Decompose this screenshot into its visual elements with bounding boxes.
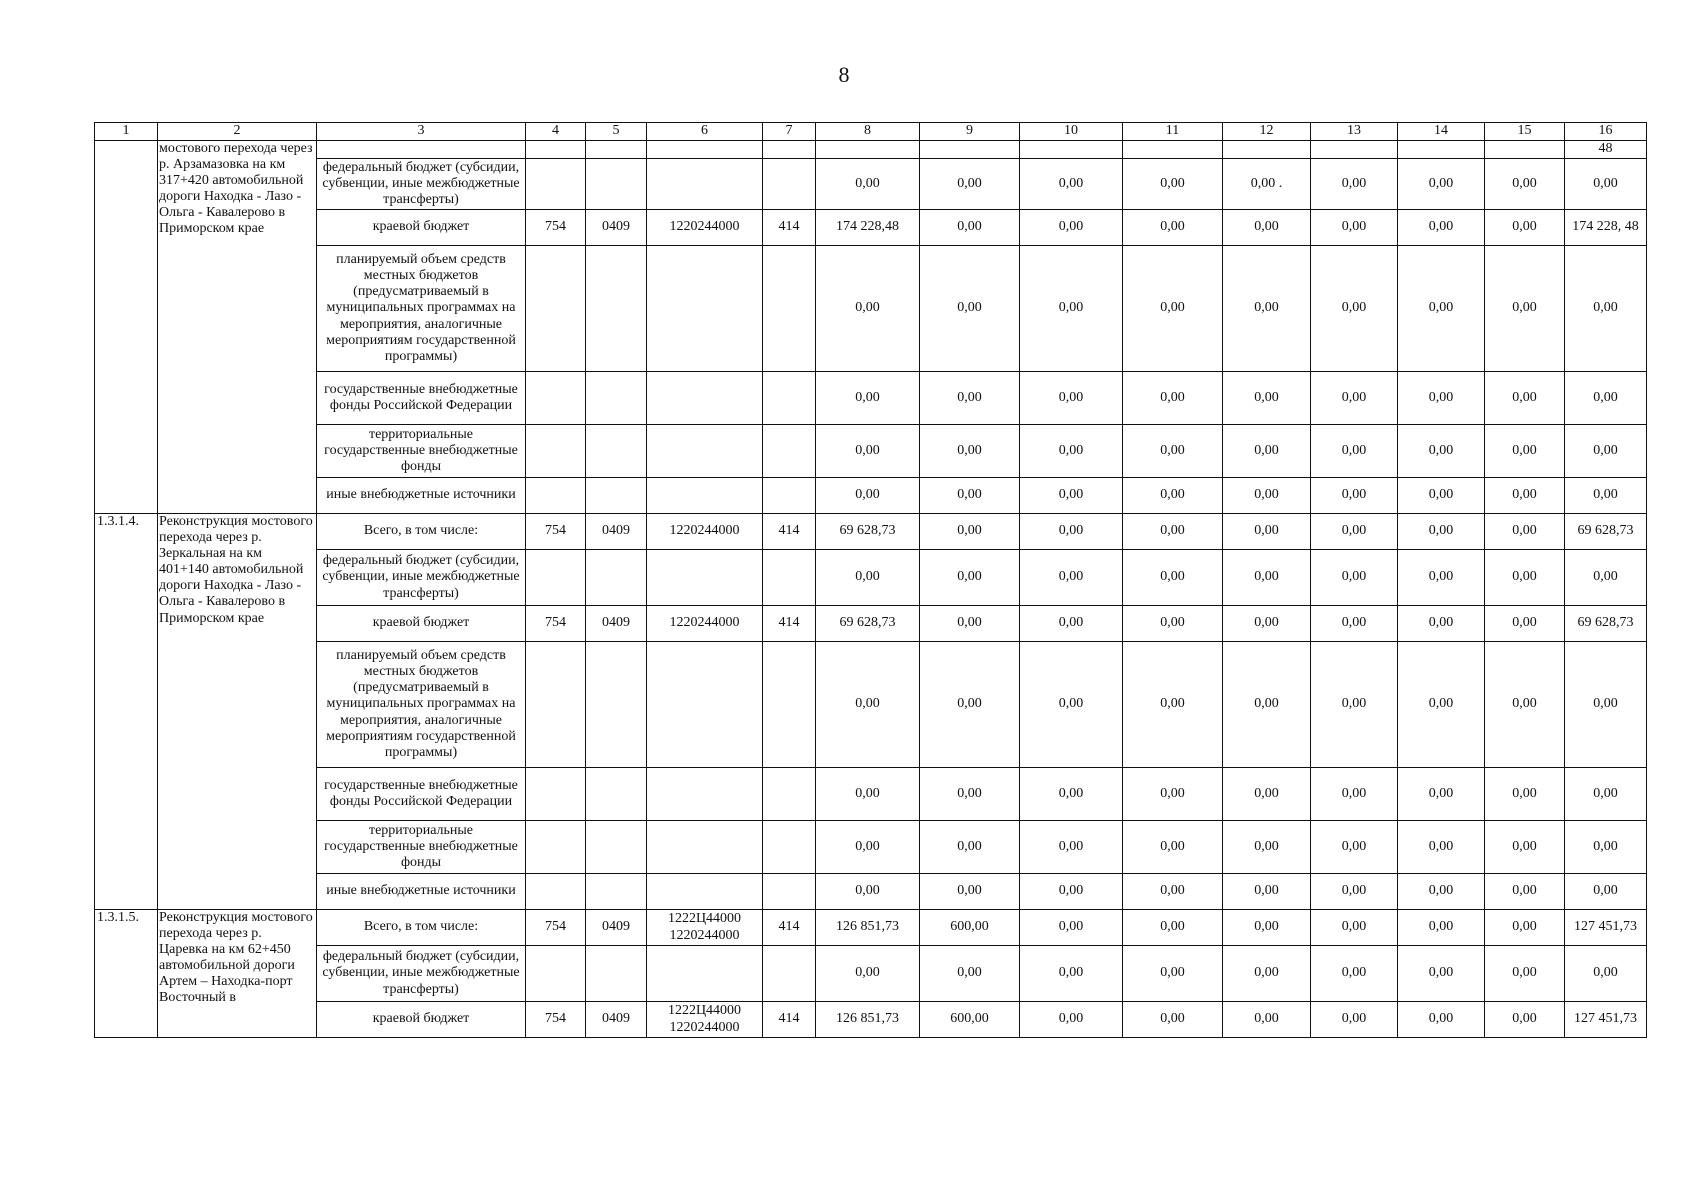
table-body xyxy=(95,123,1647,1038)
amount-cell: 0,00 xyxy=(1485,606,1565,642)
total-cell: 0,00 xyxy=(1565,768,1647,821)
item-title: Реконструкция мостового перехода через р. Царевка на км 62+450 автомобильной дороги Артем – Находка-порт Восточный в xyxy=(158,910,317,1038)
table-row xyxy=(95,606,1647,642)
total-cell: 174 228, 48 xyxy=(1565,210,1647,246)
amount-cell: 600,00 xyxy=(920,1002,1020,1038)
amount-cell: 0,00 xyxy=(816,478,920,514)
column-header: 16 xyxy=(1565,123,1647,141)
amount-cell: 0,00 xyxy=(816,159,920,210)
funding-source: краевой бюджет xyxy=(317,1002,526,1038)
amount-cell: 0,00 xyxy=(1123,550,1223,606)
amount-cell: 0,00 xyxy=(1123,246,1223,372)
amount-cell: 0,00 xyxy=(1485,514,1565,550)
expense-type-code xyxy=(763,159,816,210)
expense-type-code xyxy=(763,874,816,910)
section-code xyxy=(586,821,647,874)
expense-type-code: 414 xyxy=(763,210,816,246)
total-cell: 69 628,73 xyxy=(1565,514,1647,550)
amount-cell: 0,00 xyxy=(1398,642,1485,768)
table-row xyxy=(95,159,1647,210)
amount-cell: 0,00 xyxy=(1123,478,1223,514)
section-code: 0409 xyxy=(586,606,647,642)
grbs-code xyxy=(526,642,586,768)
amount-cell: 0,00 xyxy=(1311,478,1398,514)
amount-cell xyxy=(920,141,1020,159)
amount-cell: 0,00 xyxy=(920,210,1020,246)
amount-cell: 0,00 xyxy=(920,768,1020,821)
amount-cell: 0,00 xyxy=(920,550,1020,606)
amount-cell: 0,00 xyxy=(1398,514,1485,550)
target-article-code xyxy=(647,550,763,606)
amount-cell: 0,00 xyxy=(1123,372,1223,425)
amount-cell: 0,00 xyxy=(1223,478,1311,514)
section-code: 0409 xyxy=(586,210,647,246)
amount-cell: 0,00 xyxy=(816,768,920,821)
table-row xyxy=(95,550,1647,606)
column-header: 7 xyxy=(763,123,816,141)
table-row xyxy=(95,910,1647,946)
funding-source: иные внебюджетные источники xyxy=(317,874,526,910)
amount-cell: 0,00 xyxy=(1123,768,1223,821)
amount-cell: 0,00 xyxy=(1398,550,1485,606)
target-article-code xyxy=(647,478,763,514)
target-article-code xyxy=(647,642,763,768)
amount-cell: 69 628,73 xyxy=(816,606,920,642)
grbs-code xyxy=(526,372,586,425)
funding-source: территориальные государственные внебюджетные фонды xyxy=(317,821,526,874)
column-header: 14 xyxy=(1398,123,1485,141)
funding-source: планируемый объем средств местных бюджетов (предусматриваемый в муниципальных программах на мероприятия, аналогичные мероприятиям государственной программы) xyxy=(317,246,526,372)
amount-cell: 0,00 xyxy=(1020,1002,1123,1038)
amount-cell: 0,00 xyxy=(1223,821,1311,874)
amount-cell: 0,00 xyxy=(1311,550,1398,606)
amount-cell: 0,00 xyxy=(1020,425,1123,478)
target-article-code xyxy=(647,141,763,159)
amount-cell: 0,00 xyxy=(1398,910,1485,946)
amount-cell: 600,00 xyxy=(920,910,1020,946)
amount-cell: 0,00 xyxy=(1020,372,1123,425)
total-cell: 127 451,73 xyxy=(1565,910,1647,946)
grbs-code: 754 xyxy=(526,210,586,246)
amount-cell: 0,00 xyxy=(1311,946,1398,1002)
total-cell: 0,00 xyxy=(1565,874,1647,910)
funding-source: иные внебюджетные источники xyxy=(317,478,526,514)
amount-cell: 0,00 xyxy=(1223,210,1311,246)
grbs-code: 754 xyxy=(526,514,586,550)
amount-cell: 0,00 xyxy=(920,642,1020,768)
amount-cell: 0,00 xyxy=(920,159,1020,210)
column-header: 1 xyxy=(95,123,158,141)
amount-cell: 0,00 xyxy=(1398,606,1485,642)
amount-cell: 0,00 xyxy=(1485,768,1565,821)
amount-cell: 0,00 xyxy=(920,874,1020,910)
target-article-code xyxy=(647,159,763,210)
section-code xyxy=(586,642,647,768)
amount-cell: 126 851,73 xyxy=(816,1002,920,1038)
amount-cell: 0,00 xyxy=(1123,821,1223,874)
amount-cell: 0,00 xyxy=(1223,768,1311,821)
grbs-code xyxy=(526,821,586,874)
amount-cell: 0,00 xyxy=(1311,514,1398,550)
amount-cell: 0,00 xyxy=(1398,874,1485,910)
amount-cell: 0,00 xyxy=(1398,768,1485,821)
grbs-code xyxy=(526,425,586,478)
amount-cell: 0,00 xyxy=(1123,425,1223,478)
amount-cell: 0,00 xyxy=(1311,768,1398,821)
section-code: 0409 xyxy=(586,910,647,946)
amount-cell: 0,00 xyxy=(1123,606,1223,642)
amount-cell: 0,00 xyxy=(816,946,920,1002)
amount-cell: 0,00 xyxy=(1020,514,1123,550)
amount-cell: 0,00 . xyxy=(1223,159,1311,210)
amount-cell: 0,00 xyxy=(1398,210,1485,246)
table-row xyxy=(95,874,1647,910)
total-cell: 127 451,73 xyxy=(1565,1002,1647,1038)
grbs-code xyxy=(526,141,586,159)
column-header: 9 xyxy=(920,123,1020,141)
funding-source xyxy=(317,141,526,159)
amount-cell: 0,00 xyxy=(816,821,920,874)
section-code: 0409 xyxy=(586,514,647,550)
amount-cell: 0,00 xyxy=(1485,910,1565,946)
section-code xyxy=(586,372,647,425)
column-header: 12 xyxy=(1223,123,1311,141)
target-article-code: 1222Ц44000 1220244000 xyxy=(647,910,763,946)
section-code xyxy=(586,159,647,210)
amount-cell: 0,00 xyxy=(1223,642,1311,768)
amount-cell: 0,00 xyxy=(1311,159,1398,210)
amount-cell xyxy=(816,141,920,159)
amount-cell: 0,00 xyxy=(1223,425,1311,478)
amount-cell: 0,00 xyxy=(816,372,920,425)
amount-cell: 0,00 xyxy=(1485,425,1565,478)
table-row xyxy=(95,478,1647,514)
table-row xyxy=(95,246,1647,372)
amount-cell: 69 628,73 xyxy=(816,514,920,550)
column-header: 13 xyxy=(1311,123,1398,141)
target-article-code xyxy=(647,372,763,425)
amount-cell: 0,00 xyxy=(816,246,920,372)
amount-cell: 0,00 xyxy=(1020,910,1123,946)
section-code xyxy=(586,946,647,1002)
amount-cell: 0,00 xyxy=(1223,1002,1311,1038)
total-cell: 0,00 xyxy=(1565,478,1647,514)
amount-cell: 174 228,48 xyxy=(816,210,920,246)
header-row xyxy=(95,123,1647,141)
grbs-code: 754 xyxy=(526,910,586,946)
funding-source: территориальные государственные внебюджетные фонды xyxy=(317,425,526,478)
target-article-code: 1220244000 xyxy=(647,606,763,642)
amount-cell: 0,00 xyxy=(1311,246,1398,372)
section-code xyxy=(586,246,647,372)
target-article-code: 1220244000 xyxy=(647,210,763,246)
amount-cell: 0,00 xyxy=(1398,425,1485,478)
total-cell: 0,00 xyxy=(1565,159,1647,210)
amount-cell: 0,00 xyxy=(1223,606,1311,642)
target-article-code xyxy=(647,768,763,821)
target-article-code xyxy=(647,874,763,910)
amount-cell: 0,00 xyxy=(1020,874,1123,910)
amount-cell: 0,00 xyxy=(1485,821,1565,874)
amount-cell: 0,00 xyxy=(1223,246,1311,372)
section-code xyxy=(586,768,647,821)
expense-type-code xyxy=(763,550,816,606)
section-code xyxy=(586,478,647,514)
budget-table xyxy=(94,122,1647,1038)
expense-type-code: 414 xyxy=(763,514,816,550)
expense-type-code xyxy=(763,478,816,514)
grbs-code xyxy=(526,478,586,514)
section-code xyxy=(586,550,647,606)
item-title: мостового перехода через р. Арзамазовка на км 317+420 автомобильной дороги Находка - Лазо - Ольга - Кавалерово в Приморском крае xyxy=(158,141,317,514)
item-code xyxy=(95,141,158,514)
amount-cell: 0,00 xyxy=(1485,246,1565,372)
amount-cell: 0,00 xyxy=(1123,159,1223,210)
amount-cell: 0,00 xyxy=(1398,159,1485,210)
target-article-code xyxy=(647,425,763,478)
grbs-code xyxy=(526,946,586,1002)
amount-cell: 0,00 xyxy=(1123,910,1223,946)
amount-cell: 0,00 xyxy=(1020,606,1123,642)
amount-cell: 0,00 xyxy=(920,514,1020,550)
amount-cell: 0,00 xyxy=(1123,514,1223,550)
amount-cell: 0,00 xyxy=(1223,874,1311,910)
expense-type-code xyxy=(763,821,816,874)
table-row xyxy=(95,821,1647,874)
expense-type-code xyxy=(763,372,816,425)
column-header: 5 xyxy=(586,123,647,141)
amount-cell: 0,00 xyxy=(816,642,920,768)
total-cell: 48 xyxy=(1565,141,1647,159)
total-cell: 69 628,73 xyxy=(1565,606,1647,642)
amount-cell: 0,00 xyxy=(1020,159,1123,210)
table-row xyxy=(95,210,1647,246)
grbs-code xyxy=(526,768,586,821)
amount-cell: 0,00 xyxy=(816,550,920,606)
target-article-code xyxy=(647,946,763,1002)
amount-cell: 0,00 xyxy=(1485,642,1565,768)
amount-cell: 0,00 xyxy=(1020,642,1123,768)
table-row xyxy=(95,141,1647,159)
amount-cell: 0,00 xyxy=(1485,1002,1565,1038)
table-row xyxy=(95,642,1647,768)
amount-cell: 0,00 xyxy=(1398,478,1485,514)
amount-cell: 0,00 xyxy=(1020,478,1123,514)
expense-type-code xyxy=(763,246,816,372)
amount-cell: 0,00 xyxy=(1398,246,1485,372)
amount-cell: 0,00 xyxy=(1398,1002,1485,1038)
amount-cell: 0,00 xyxy=(1311,1002,1398,1038)
amount-cell xyxy=(1311,141,1398,159)
expense-type-code: 414 xyxy=(763,910,816,946)
amount-cell: 0,00 xyxy=(1311,642,1398,768)
amount-cell: 0,00 xyxy=(1020,821,1123,874)
total-cell: 0,00 xyxy=(1565,821,1647,874)
grbs-code xyxy=(526,874,586,910)
amount-cell: 0,00 xyxy=(1485,159,1565,210)
column-header: 15 xyxy=(1485,123,1565,141)
amount-cell: 0,00 xyxy=(1311,606,1398,642)
funding-source: краевой бюджет xyxy=(317,210,526,246)
total-cell: 0,00 xyxy=(1565,946,1647,1002)
item-code: 1.3.1.4. xyxy=(95,514,158,910)
table-row xyxy=(95,946,1647,1002)
target-article-code: 1222Ц44000 1220244000 xyxy=(647,1002,763,1038)
amount-cell: 0,00 xyxy=(1485,550,1565,606)
amount-cell: 0,00 xyxy=(1223,550,1311,606)
amount-cell: 0,00 xyxy=(1311,874,1398,910)
funding-source: федеральный бюджет (субсидии, субвенции, иные межбюджетные трансферты) xyxy=(317,946,526,1002)
target-article-code xyxy=(647,246,763,372)
column-header: 3 xyxy=(317,123,526,141)
section-code: 0409 xyxy=(586,1002,647,1038)
table-row xyxy=(95,425,1647,478)
amount-cell: 0,00 xyxy=(1311,910,1398,946)
amount-cell: 0,00 xyxy=(1485,874,1565,910)
expense-type-code: 414 xyxy=(763,606,816,642)
amount-cell xyxy=(1398,141,1485,159)
amount-cell: 0,00 xyxy=(1485,478,1565,514)
amount-cell: 0,00 xyxy=(816,425,920,478)
column-header: 11 xyxy=(1123,123,1223,141)
amount-cell xyxy=(1485,141,1565,159)
target-article-code: 1220244000 xyxy=(647,514,763,550)
amount-cell: 0,00 xyxy=(1485,210,1565,246)
column-header: 4 xyxy=(526,123,586,141)
total-cell: 0,00 xyxy=(1565,372,1647,425)
expense-type-code xyxy=(763,768,816,821)
amount-cell: 0,00 xyxy=(1123,210,1223,246)
funding-source: планируемый объем средств местных бюджетов (предусматриваемый в муниципальных программах на мероприятия, аналогичные мероприятиям государственной программы) xyxy=(317,642,526,768)
total-cell: 0,00 xyxy=(1565,642,1647,768)
column-header: 10 xyxy=(1020,123,1123,141)
amount-cell: 0,00 xyxy=(1398,946,1485,1002)
funding-source: краевой бюджет xyxy=(317,606,526,642)
section-code xyxy=(586,874,647,910)
amount-cell: 0,00 xyxy=(1223,946,1311,1002)
amount-cell: 0,00 xyxy=(1311,425,1398,478)
grbs-code xyxy=(526,246,586,372)
expense-type-code xyxy=(763,642,816,768)
amount-cell: 0,00 xyxy=(920,606,1020,642)
amount-cell: 0,00 xyxy=(1123,1002,1223,1038)
amount-cell: 0,00 xyxy=(1123,642,1223,768)
section-code xyxy=(586,141,647,159)
funding-source: государственные внебюджетные фонды Российской Федерации xyxy=(317,768,526,821)
amount-cell: 0,00 xyxy=(1311,210,1398,246)
table-row xyxy=(95,768,1647,821)
amount-cell: 0,00 xyxy=(920,821,1020,874)
grbs-code xyxy=(526,159,586,210)
section-code xyxy=(586,425,647,478)
column-header: 2 xyxy=(158,123,317,141)
expense-type-code xyxy=(763,141,816,159)
amount-cell: 0,00 xyxy=(920,425,1020,478)
amount-cell xyxy=(1223,141,1311,159)
funding-source: Всего, в том числе: xyxy=(317,514,526,550)
amount-cell: 0,00 xyxy=(1485,946,1565,1002)
target-article-code xyxy=(647,821,763,874)
amount-cell: 0,00 xyxy=(920,246,1020,372)
total-cell: 0,00 xyxy=(1565,246,1647,372)
funding-source: федеральный бюджет (субсидии, субвенции, иные межбюджетные трансферты) xyxy=(317,159,526,210)
funding-source: Всего, в том числе: xyxy=(317,910,526,946)
amount-cell: 0,00 xyxy=(1485,372,1565,425)
total-cell: 0,00 xyxy=(1565,425,1647,478)
column-header: 6 xyxy=(647,123,763,141)
funding-source: государственные внебюджетные фонды Российской Федерации xyxy=(317,372,526,425)
amount-cell: 0,00 xyxy=(920,478,1020,514)
table-row xyxy=(95,1002,1647,1038)
grbs-code: 754 xyxy=(526,606,586,642)
total-cell: 0,00 xyxy=(1565,550,1647,606)
item-title: Реконструкция мостового перехода через р. Зеркальная на км 401+140 автомобильной дороги Находка - Лазо - Ольга - Кавалерово в Приморском крае xyxy=(158,514,317,910)
expense-type-code xyxy=(763,425,816,478)
amount-cell: 0,00 xyxy=(1020,768,1123,821)
funding-source: федеральный бюджет (субсидии, субвенции, иные межбюджетные трансферты) xyxy=(317,550,526,606)
column-header: 8 xyxy=(816,123,920,141)
item-code: 1.3.1.5. xyxy=(95,910,158,1038)
amount-cell: 0,00 xyxy=(1311,372,1398,425)
expense-type-code xyxy=(763,946,816,1002)
grbs-code: 754 xyxy=(526,1002,586,1038)
amount-cell: 0,00 xyxy=(1311,821,1398,874)
amount-cell: 0,00 xyxy=(1223,514,1311,550)
amount-cell: 0,00 xyxy=(1223,910,1311,946)
amount-cell xyxy=(1020,141,1123,159)
amount-cell: 0,00 xyxy=(1123,874,1223,910)
amount-cell: 0,00 xyxy=(816,874,920,910)
amount-cell: 0,00 xyxy=(1398,821,1485,874)
grbs-code xyxy=(526,550,586,606)
table-row xyxy=(95,372,1647,425)
amount-cell xyxy=(1123,141,1223,159)
amount-cell: 0,00 xyxy=(920,372,1020,425)
amount-cell: 0,00 xyxy=(920,946,1020,1002)
amount-cell: 0,00 xyxy=(1020,210,1123,246)
amount-cell: 0,00 xyxy=(1020,550,1123,606)
amount-cell: 0,00 xyxy=(1020,246,1123,372)
expense-type-code: 414 xyxy=(763,1002,816,1038)
amount-cell: 126 851,73 xyxy=(816,910,920,946)
table-row xyxy=(95,514,1647,550)
amount-cell: 0,00 xyxy=(1398,372,1485,425)
amount-cell: 0,00 xyxy=(1020,946,1123,1002)
amount-cell: 0,00 xyxy=(1223,372,1311,425)
amount-cell: 0,00 xyxy=(1123,946,1223,1002)
page-number: 8 xyxy=(838,62,850,87)
